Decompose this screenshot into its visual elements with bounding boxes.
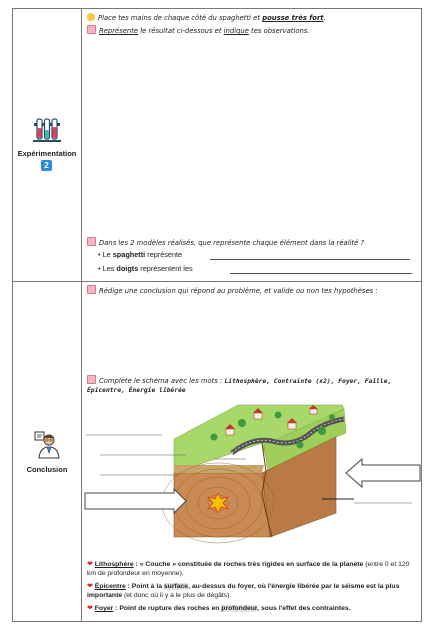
definition-foyer: ❤ Foyer : Point de rupture des roches en profondeur, sous l'effet des contraintes. [87, 605, 351, 612]
row-conclusion [13, 281, 421, 621]
conclusion-label: Conclusion [26, 465, 68, 474]
instruction-represent: Représente le résultat ci-dessous et indique tes observations. [87, 25, 417, 36]
instruction-complete-diagram: Complète le schéma avec les mots : Lithosphère, Contrainte (x2), Foyer, Faille, Épicentre, Énergie libérée [87, 377, 392, 394]
definition-epicentre: ❤ Épicentre : Point à la surface, au-dessus du foyer, où l'énergie libérée par le séisme est la plus importante (et donc où il y a le plus de dégâts). [87, 583, 400, 599]
test-tubes-icon [33, 117, 61, 143]
pencil-icon [87, 237, 96, 246]
instruction-conclude: Rédige une conclusion qui répond au problème, et valide ou non tes hypothèses : [87, 285, 417, 296]
pencil-icon [87, 285, 96, 294]
question-models: Dans les 2 modèles réalisés, que représente chaque élément dans la réalité ? [87, 237, 417, 248]
experimentation-content [82, 9, 421, 281]
pencil-icon [87, 375, 96, 384]
heart-icon: ❤ [87, 561, 93, 568]
left-stress-arrow [85, 489, 186, 513]
right-stress-arrow [346, 459, 420, 487]
bullet-fingers: • Les doigts représentent les [98, 264, 193, 273]
experimentation-label: Expérimentation [17, 149, 77, 158]
heart-icon: ❤ [87, 583, 93, 590]
teacher-icon [34, 431, 60, 459]
worksheet-table [12, 8, 422, 622]
pencil-icon [87, 25, 96, 34]
row-experimentation [13, 9, 421, 282]
conclusion-cell [13, 281, 82, 621]
conclusion-content [82, 281, 421, 621]
step-badge: 2 [41, 160, 52, 171]
bullet-spaghetti: • Le spaghetti représente [98, 250, 183, 259]
experimentation-cell [13, 9, 82, 281]
instruction-push: Place tes mains de chaque côté du spaghetti et pousse très fort. [87, 13, 417, 23]
heart-icon: ❤ [87, 605, 93, 612]
definition-lithosphere: ❤ Lithosphère : « Couche » constituée de roches très rigides en surface de la planète (entre 0 et 120 km de profondeur en moyenne). [87, 561, 410, 577]
hand-icon [87, 13, 95, 21]
answer-line-spaghetti[interactable] [210, 259, 410, 260]
answer-line-fingers[interactable] [230, 273, 412, 274]
earthquake-diagram [82, 393, 421, 557]
